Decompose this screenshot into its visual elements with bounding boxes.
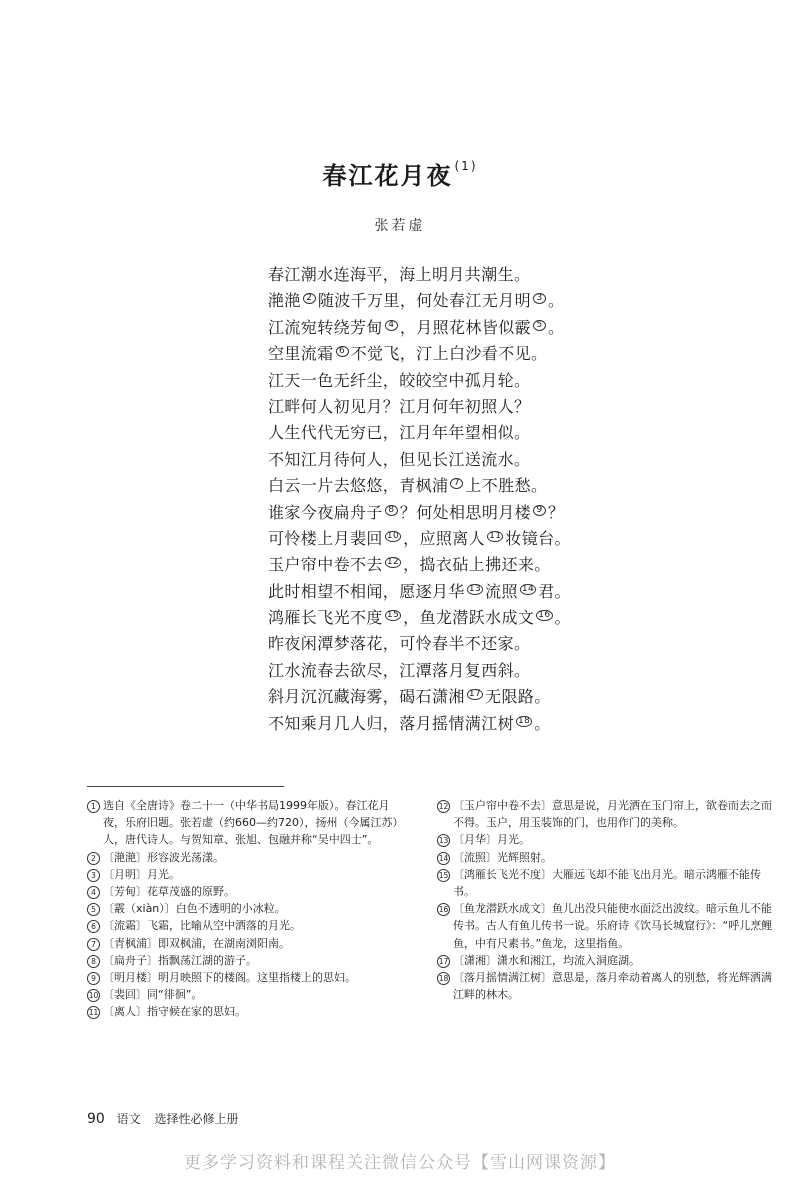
poem-text: 君。 bbox=[538, 581, 571, 601]
footnote bbox=[437, 900, 777, 952]
footnote-text: 〔青枫浦〕即双枫浦，在湖南浏阳南。 bbox=[103, 936, 290, 950]
poem-title-text: 春江花月夜 bbox=[322, 162, 453, 190]
footnote-ref: 12 bbox=[386, 557, 400, 568]
footnote-text: 〔落月摇情满江树〕意思是，落月牵动着离人的别愁，将光辉洒满江畔的林木。 bbox=[453, 971, 772, 1002]
footnote-ref: 10 bbox=[386, 530, 400, 541]
poem-text: 江水流春去欲尽，江潭落月复西斜。 bbox=[268, 660, 531, 680]
poem-text: 斜月沉沉藏海雾，碣石潇湘 bbox=[268, 687, 465, 707]
footnote bbox=[437, 969, 777, 1003]
poem-text: 谁家今夜扁舟子 bbox=[268, 502, 383, 522]
footnote-ref: 4 bbox=[385, 320, 398, 331]
page-number: 90 bbox=[87, 1111, 105, 1127]
footnote bbox=[87, 1003, 399, 1020]
footnote-number: 14 bbox=[438, 853, 449, 863]
poem-text: 江天一色无纤尘，皎皎空中孤月轮。 bbox=[268, 370, 531, 390]
poem-line bbox=[268, 684, 588, 710]
footnote-text: 〔玉户帘中卷不去〕意思是说，月光洒在玉门帘上，欲卷而去之而不得。玉户，用玉装饰的门，也用作门的美称。 bbox=[453, 799, 772, 830]
poem-text: 上不胜愁。 bbox=[465, 476, 548, 496]
poem-text: 江畔何人初见月？江月何年初照人？ bbox=[268, 396, 531, 416]
poem-text: 春江潮水连海平，海上明月共潮生。 bbox=[268, 265, 531, 284]
poem-text: 不知江月待何人，但见长江送流水。 bbox=[268, 449, 531, 469]
footnotes-left-column bbox=[87, 797, 399, 1021]
footnote-text: 〔裴回〕同“徘徊”。 bbox=[103, 988, 203, 1002]
poem-text: ？何处相思明月楼 bbox=[399, 502, 532, 522]
poem-line bbox=[268, 315, 588, 341]
footnote-text: 〔流照〕光辉照射。 bbox=[453, 850, 552, 864]
poem-text: 妆镜台。 bbox=[505, 528, 571, 548]
footnote-number: 3 bbox=[87, 869, 100, 882]
poem-text: 鸿雁长飞光不度 bbox=[268, 608, 383, 628]
footnote-number: 11 bbox=[88, 1008, 99, 1018]
footnote-text: 〔明月楼〕明月映照下的楼阁。这里指楼上的思妇。 bbox=[103, 971, 356, 985]
poem-line bbox=[268, 420, 588, 446]
poem-line bbox=[268, 262, 588, 288]
footnote-text: 〔滟滟〕形容波光荡漾。 bbox=[103, 850, 224, 864]
poem-line bbox=[268, 605, 588, 631]
poem-line bbox=[268, 447, 588, 473]
footnote-text: 〔月华〕月光。 bbox=[453, 833, 530, 847]
poem-text: 无限路。 bbox=[485, 687, 551, 707]
book-subject: 语文 bbox=[116, 1112, 141, 1126]
poem-line bbox=[268, 500, 588, 526]
footnote-ref: 18 bbox=[518, 715, 531, 726]
poem-text: 此时相望不相闻，愿逐月华 bbox=[268, 581, 465, 601]
footnote bbox=[87, 900, 399, 917]
footnote-text: 〔扁舟子〕指飘荡江湖的游子。 bbox=[103, 953, 257, 967]
footnote-number: 7 bbox=[87, 938, 100, 951]
footnote-number: 9 bbox=[87, 972, 100, 985]
poem-line bbox=[268, 711, 588, 737]
footnote-divider bbox=[87, 786, 284, 787]
poem-text: 。 bbox=[548, 291, 565, 311]
poem-line bbox=[268, 526, 588, 552]
footnote-ref: 3 bbox=[533, 293, 546, 304]
footnote bbox=[437, 831, 777, 848]
footnote-ref: 15 bbox=[386, 610, 400, 621]
poem-text: ，捣衣砧上拂还来。 bbox=[403, 555, 551, 575]
footnote-number: 4 bbox=[87, 886, 100, 899]
footnote-ref: 13 bbox=[468, 583, 482, 594]
footnote-number: 5 bbox=[87, 903, 100, 916]
footnote-text: 选自《全唐诗》卷二十一（中华书局1999年版）。春江花月夜，乐府旧题。张若虚（约660—约720），扬州（今属江苏）人，唐代诗人。与贺知章、张旭、包融并称“吴中四士”。 bbox=[103, 799, 398, 847]
poem-text: 昨夜闲潭梦落花，可怜春半不还家。 bbox=[268, 634, 531, 654]
page-footer bbox=[87, 1110, 239, 1127]
footnote-number: 17 bbox=[438, 956, 449, 966]
poem-line bbox=[268, 288, 588, 314]
poem-text: 江流宛转绕芳甸 bbox=[268, 317, 383, 337]
poem-author: 张若虚 bbox=[374, 218, 426, 234]
poem-text: 人生代代无穷已，江月年年望相似。 bbox=[268, 423, 531, 443]
footnote-ref: 7 bbox=[450, 478, 463, 489]
footnote-number: 18 bbox=[438, 974, 449, 984]
poem-text: 随波千万里，何处春江无月明 bbox=[317, 291, 532, 311]
footnote-text: 〔鱼龙潜跃水成文〕鱼儿出没只能使水面泛出波纹。暗示鱼儿不能传书。古人有鱼儿传书一说。乐府诗《饮马长城窟行》：“呼儿烹鲤鱼，中有尺素书。”鱼龙，这里指鱼。 bbox=[453, 902, 773, 950]
footnote-ref: 9 bbox=[533, 505, 546, 516]
poem-title bbox=[0, 156, 800, 191]
footnote-text: 〔流霜〕飞霜，比喻从空中洒落的月光。 bbox=[103, 919, 301, 933]
poem-text: 白云一片去悠悠，青枫浦 bbox=[268, 476, 449, 496]
watermark-text: 更多学习资料和课程关注微信公众号【雪山网课资源】 bbox=[184, 1153, 616, 1173]
poem-line bbox=[268, 631, 588, 657]
poem-line bbox=[268, 368, 588, 394]
footnote-text: 〔芳甸〕花草茂盛的原野。 bbox=[103, 885, 235, 899]
poem-text: 可怜楼上月裴回 bbox=[268, 528, 383, 548]
footnote bbox=[87, 917, 399, 934]
footnote bbox=[437, 849, 777, 866]
footnote-number: 13 bbox=[438, 836, 449, 846]
poem-line bbox=[268, 473, 588, 499]
footnote bbox=[87, 866, 399, 883]
poem-text: 空里流霜 bbox=[268, 344, 334, 364]
footnote-text: 〔月明〕月光。 bbox=[103, 867, 180, 881]
footnote-text: 〔离人〕指守候在家的思妇。 bbox=[103, 1005, 246, 1019]
footnote-text: 〔潇湘〕潇水和湘江，均流入洞庭湖。 bbox=[453, 953, 640, 967]
footnote-ref: 6 bbox=[336, 346, 349, 357]
footnote bbox=[437, 952, 777, 969]
poem-line bbox=[268, 579, 588, 605]
poem-line bbox=[268, 552, 588, 578]
poem-text: 。 bbox=[554, 608, 571, 628]
poem-text: 滟滟 bbox=[268, 291, 301, 311]
footnote-number: 6 bbox=[87, 920, 100, 933]
footnote-number: 8 bbox=[87, 955, 100, 968]
footnote-text: 〔霰（xiàn）〕白色不透明的小冰粒。 bbox=[103, 902, 286, 916]
footnote bbox=[87, 969, 399, 986]
footnote bbox=[87, 952, 399, 969]
poem-text: 玉户帘中卷不去 bbox=[268, 555, 383, 575]
poem-text: 。 bbox=[548, 317, 565, 337]
poem-text: ，月照花林皆似霰 bbox=[399, 317, 532, 337]
poem-text: 流照 bbox=[485, 581, 518, 601]
footnote-ref: 17 bbox=[468, 689, 482, 700]
poem-body bbox=[268, 262, 588, 737]
footnote-ref: 11 bbox=[489, 530, 502, 541]
poem-text: 。 bbox=[534, 713, 551, 733]
footnote bbox=[437, 797, 777, 831]
title-footnote-marker: (1) bbox=[454, 159, 478, 173]
footnote bbox=[87, 935, 399, 952]
poem-text: 不觉飞，汀上白沙看不见。 bbox=[350, 344, 548, 364]
footnote bbox=[87, 883, 399, 900]
footnote-ref: 8 bbox=[385, 505, 398, 516]
footnote-number: 10 bbox=[88, 991, 99, 1001]
footnote-number: 12 bbox=[438, 802, 449, 811]
footnote-text: 〔鸿雁长飞光不度〕大雁远飞却不能飞出月光。暗示鸿雁不能传书。 bbox=[453, 867, 761, 899]
poem-line bbox=[268, 658, 588, 684]
poem-line bbox=[268, 394, 588, 420]
poem-text: ，应照离人 bbox=[403, 528, 486, 548]
footnote bbox=[87, 986, 399, 1003]
footnote-number: 2 bbox=[87, 852, 100, 865]
footnote-ref: 2 bbox=[303, 293, 316, 304]
footnote-number: 16 bbox=[438, 905, 449, 915]
poem-text: ，鱼龙潜跃水成文 bbox=[403, 608, 535, 628]
footnote-ref: 14 bbox=[521, 583, 535, 594]
footnotes-right-column bbox=[437, 797, 777, 1003]
footnote bbox=[87, 849, 399, 866]
footnote-number: 15 bbox=[438, 870, 449, 880]
footnote bbox=[437, 866, 777, 900]
footnote bbox=[87, 797, 399, 849]
poem-text: ？ bbox=[548, 502, 565, 522]
book-volume: 选择性必修上册 bbox=[154, 1112, 239, 1126]
footnote-ref: 16 bbox=[538, 610, 551, 621]
poem-line bbox=[268, 341, 588, 367]
poem-text: 不知乘月几人归，落月摇情满江树 bbox=[268, 713, 515, 733]
footnote-number: 1 bbox=[87, 800, 100, 813]
footnote-ref: 5 bbox=[533, 320, 546, 331]
